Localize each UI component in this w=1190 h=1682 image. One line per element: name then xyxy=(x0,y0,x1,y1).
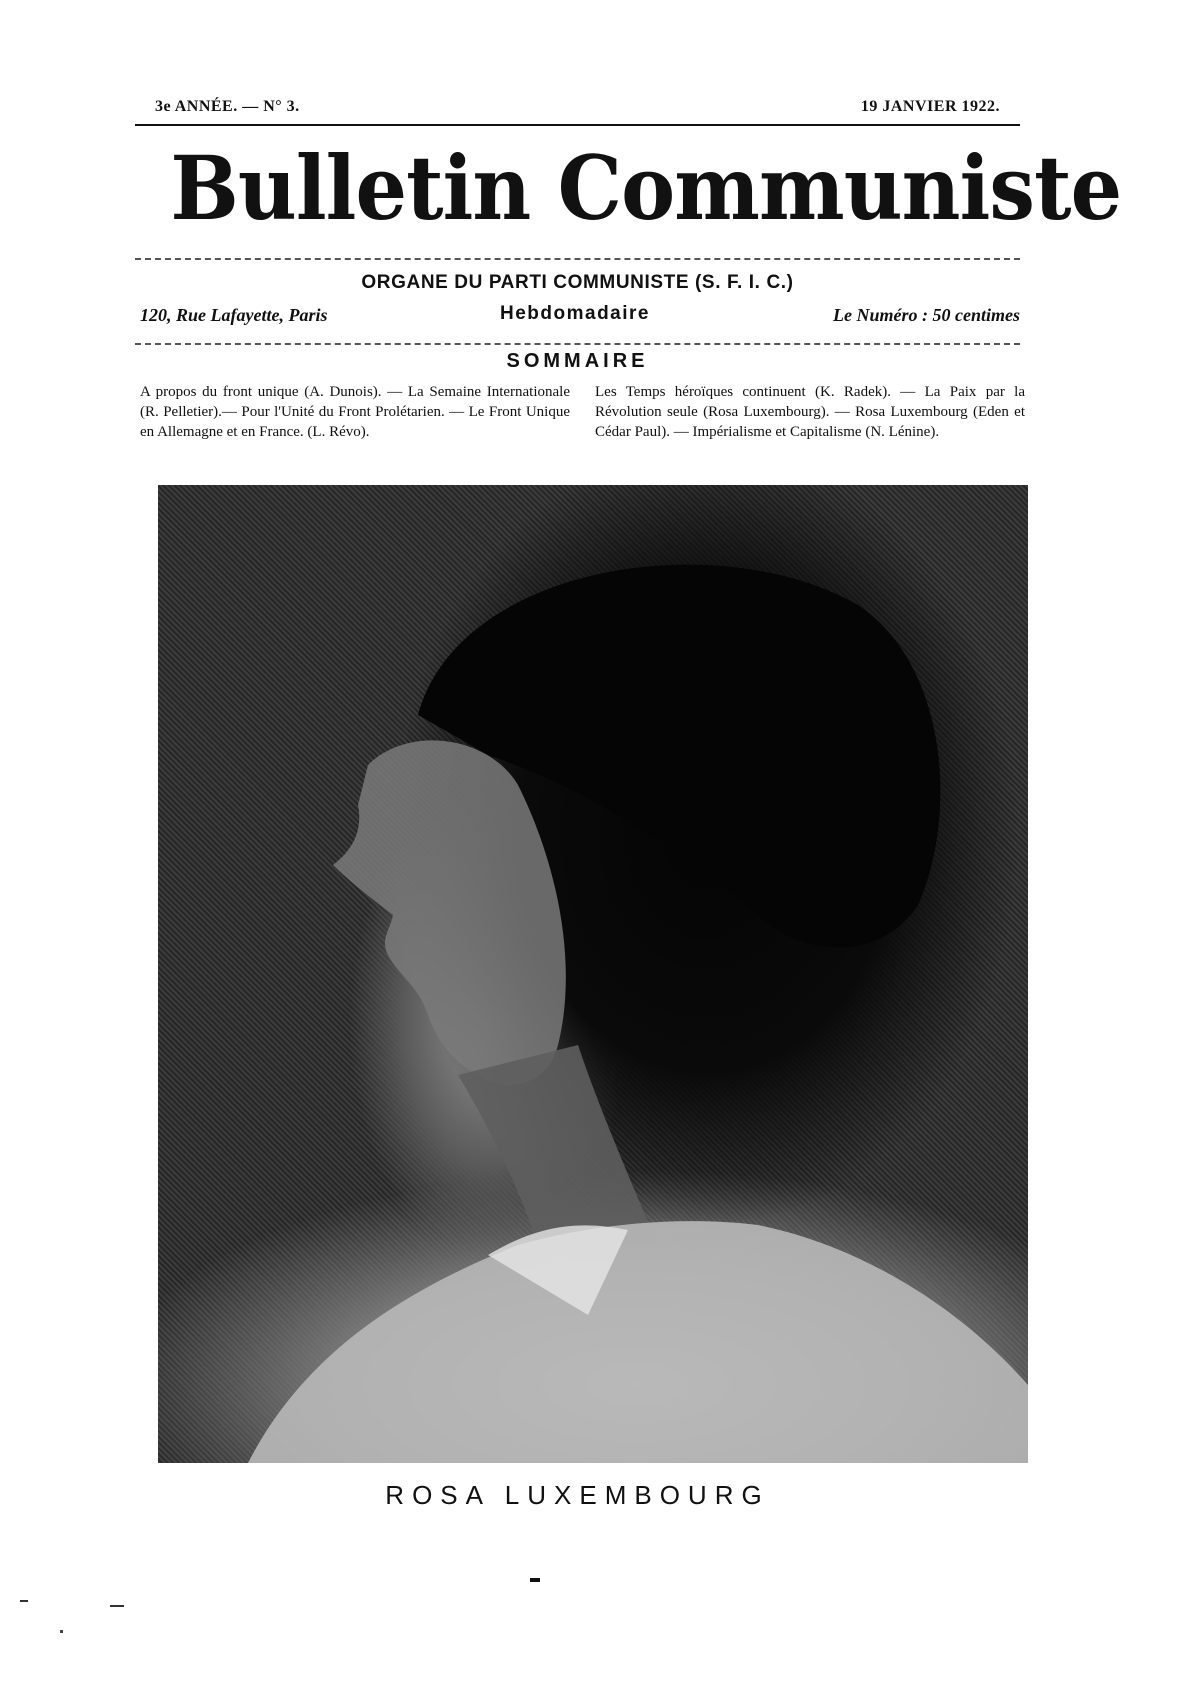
divider-mid xyxy=(135,343,1020,345)
frequency: Hebdomadaire xyxy=(500,303,650,324)
organe-line: ORGANE DU PARTI COMMUNISTE (S. F. I. C.) xyxy=(361,272,794,293)
divider-top xyxy=(135,258,1020,260)
issue-date: 19 JANVIER 1922. xyxy=(860,98,1000,115)
price: Le Numéro : 50 centimes xyxy=(833,305,1020,325)
issue-header-line xyxy=(135,96,1020,126)
sommaire-text-right: Les Temps héroïques continuent (K. Radek). — La Paix par la Révolution seule (Rosa Luxembourg). — Rosa Luxembourg (Eden et Cédar Paul). — Impérialisme et Capitalisme (N. Lénine). xyxy=(595,384,1025,440)
sommaire-column-left xyxy=(140,382,570,442)
sommaire-text-left: A propos du front unique (A. Dunois). — La Semaine Internationale (R. Pelletier).— Pour l'Unité du Front Prolétarien. — Le Front Unique en Allemagne et en France. (L. Révo). xyxy=(140,384,570,440)
sommaire-column-right xyxy=(595,382,1025,442)
print-specks xyxy=(0,1560,1190,1680)
portrait-caption: ROSA LUXEMBOURG xyxy=(385,1480,770,1510)
masthead-title: Bulletin Communiste xyxy=(170,136,1122,240)
portrait-photo xyxy=(158,485,1028,1463)
address: 120, Rue Lafayette, Paris xyxy=(140,305,328,325)
sommaire-title: SOMMAIRE xyxy=(506,350,649,372)
sommaire-contents xyxy=(140,382,1025,462)
info-line xyxy=(135,305,1020,333)
portrait-silhouette xyxy=(158,485,1028,1463)
issue-number: 3e ANNÉE. — N° 3. xyxy=(155,98,300,115)
